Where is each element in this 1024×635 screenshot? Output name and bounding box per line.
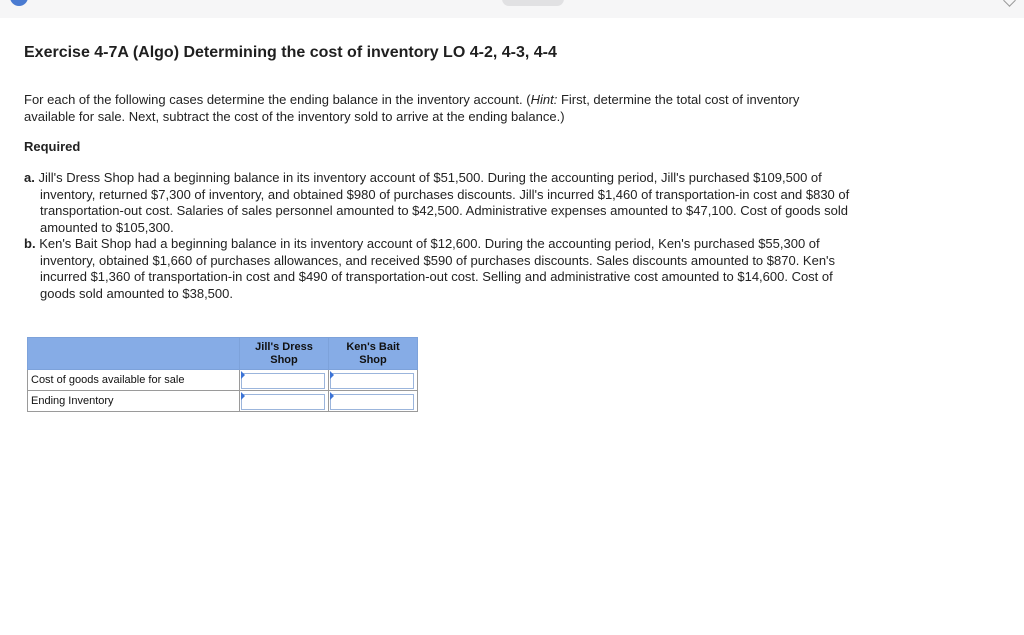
avatar-icon[interactable]: [10, 0, 28, 6]
required-heading: Required: [24, 139, 81, 154]
column-header-kens-bait-shop: [329, 338, 418, 370]
cell-kens-ending-inventory: [329, 391, 418, 412]
column-header-jills-dress-shop: [240, 338, 329, 370]
case-text: Jill's Dress Shop had a beginning balance in its inventory account of $51,500. During the accounting period, Jill's purchased $109,500 of inventory, returned $7,300 of inventory, and obtained $980 of purchases discounts. Jill's incurred $1,460 of transportation-in cost and $830 of transportation-out cost. Salaries of sales personnel amounted to $42,500. Administrative expenses amounted to $47,100. Cost of goods sold amounted to $105,300.: [38, 170, 850, 235]
column-header-line: Ken's Bait: [346, 340, 400, 353]
row-label: Cost of goods available for sale: [28, 370, 240, 391]
answer-table: [27, 337, 418, 412]
instructions-text: For each of the following cases determine the ending balance in the inventory account. (: [24, 92, 531, 107]
cell-jills-cost-available: [240, 370, 329, 391]
input-flag-icon: [241, 371, 245, 379]
jills-ending-inventory-input[interactable]: [241, 394, 325, 410]
hint-label: Hint:: [530, 92, 558, 107]
case-letter: a.: [24, 170, 35, 185]
column-header-line: Shop: [270, 353, 298, 366]
table-row-ending-inventory: [28, 391, 418, 412]
page-title: Exercise 4-7A (Algo) Determining the cost of inventory LO 4-2, 4-3, 4-4: [24, 44, 557, 61]
case-b: [24, 236, 854, 302]
cell-kens-cost-available: [329, 370, 418, 391]
column-header-line: Jill's Dress: [255, 340, 313, 353]
case-a: [24, 170, 854, 236]
input-flag-icon: [330, 371, 334, 379]
top-toolbar: [0, 0, 1024, 18]
jills-cost-available-input[interactable]: [241, 373, 325, 389]
case-list: [24, 170, 854, 302]
table-header-row: [28, 338, 418, 370]
input-flag-icon: [330, 392, 334, 400]
instructions-hint-text: First, determine the total cost of inventory available for sale. Next, subtract the cost of the inventory sold to arrive at the ending balance.): [24, 92, 800, 124]
instructions: [24, 92, 824, 125]
table-row-cost-available: [28, 370, 418, 391]
column-header-line: Shop: [359, 353, 387, 366]
kens-cost-available-input[interactable]: [330, 373, 414, 389]
case-text: Ken's Bait Shop had a beginning balance in its inventory account of $12,600. During the accounting period, Ken's purchased $55,300 of inventory, obtained $1,660 of purchases allowances, and received $590 of purchases discounts. Sales discounts amounted to $870. Ken's incurred $1,360 of transportation-in cost and $490 of transportation-out cost. Selling and administrative cost amounted to $14,600. Cost of goods sold amounted to $38,500.: [39, 236, 836, 301]
kens-ending-inventory-input[interactable]: [330, 394, 414, 410]
cell-jills-ending-inventory: [240, 391, 329, 412]
row-label: Ending Inventory: [28, 391, 240, 412]
chevron-down-icon[interactable]: [1003, 0, 1016, 7]
header-blank-cell: [28, 338, 240, 370]
scroll-handle[interactable]: [502, 0, 564, 6]
case-letter: b.: [24, 236, 36, 251]
input-flag-icon: [241, 392, 245, 400]
